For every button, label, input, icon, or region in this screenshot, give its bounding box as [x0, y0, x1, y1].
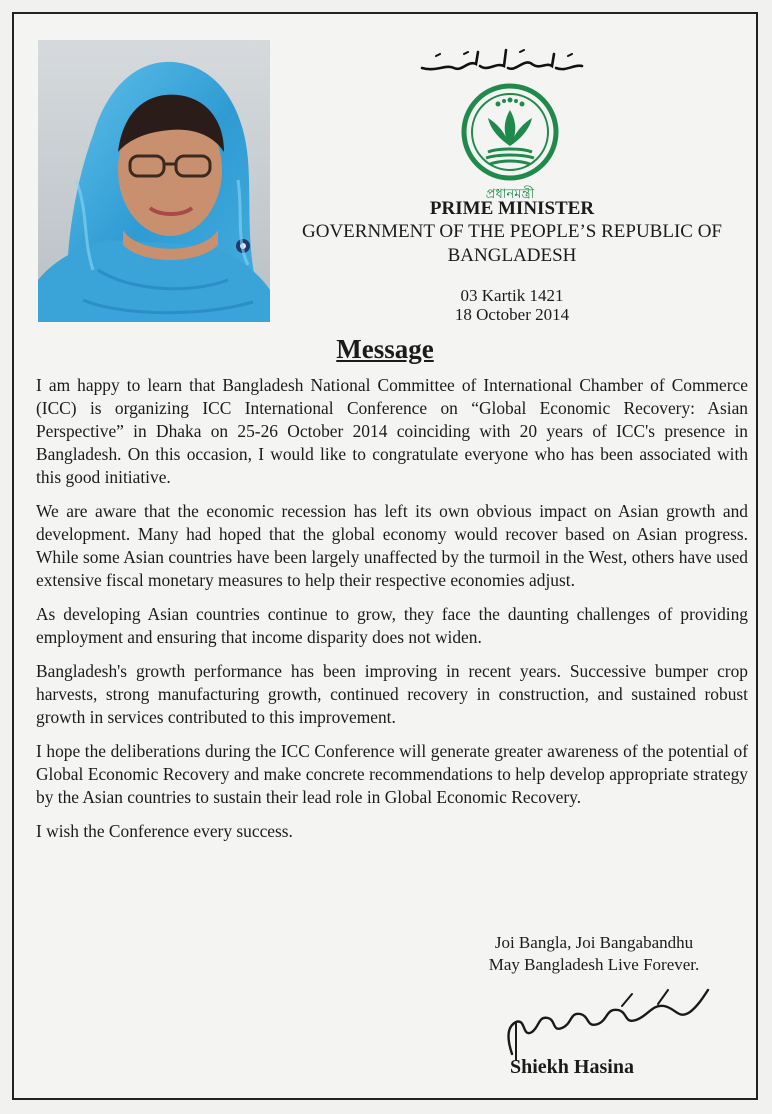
closing-line-2: May Bangladesh Live Forever.: [488, 955, 700, 974]
handwritten-signature: [482, 976, 712, 1066]
closing-line-1: Joi Bangla, Joi Bangabandhu: [494, 933, 694, 952]
message-paragraph: I wish the Conference every success.: [36, 821, 293, 841]
message-paragraph: As developing Asian countries continue to grow, they face the daunting challenges of providing employment and ensuring that income disparity does not widen.: [36, 604, 748, 647]
office-header: [272, 198, 752, 268]
message-paragraph: I hope the deliberations during the ICC Conference will generate greater awareness of the potential of Global Economic Recovery and make concrete recommendations to help develop appropriate strategy by the Asian countries to sustain their lead role in Global Economic Recovery.: [36, 741, 748, 807]
portrait-photo: [38, 40, 270, 322]
message-paragraph: We are aware that the economic recession has left its own obvious impact on Asian growth and development. Many had hoped that the global economy would recover based on Asian progress. While some Asian countries have been largely unaffected by the turmoil in the West, others have used extensive fiscal monetary measures to help their respective economies adjust.: [36, 501, 748, 590]
date-bengali: 03 Kartik 1421: [460, 286, 564, 305]
emblem-caption: প্রধানমন্ত্রী: [485, 187, 535, 202]
signer-name: Shiekh Hasina: [510, 1056, 634, 1078]
office-title: PRIME MINISTER: [429, 198, 595, 219]
message-body: [36, 374, 748, 854]
bismillah-calligraphy: [416, 42, 586, 78]
message-page: [12, 12, 758, 1100]
message-paragraph: Bangladesh's growth performance has been improving in recent years. Successive bumper crop harvests, strong manufacturing growth, continued recovery in construction, and sustained robust growth in services contributed to this improvement.: [36, 661, 748, 727]
message-heading: Message: [336, 334, 434, 364]
government-emblem: [458, 80, 562, 206]
date-gregorian: 18 October 2014: [454, 305, 570, 324]
closing-salutation: [454, 932, 734, 976]
message-dates: [272, 286, 752, 324]
government-name: GOVERNMENT OF THE PEOPLE’S REPUBLIC OF BANGLADESH: [302, 221, 722, 266]
bismillah-text: بسم الله الرحمن الرحيم: [496, 75, 506, 76]
message-paragraph: I am happy to learn that Bangladesh National Committee of International Chamber of Commerce (ICC) is organizing ICC International Conference on “Global Economic Recovery: Asian Perspective” in Dhaka on 25-26 October 2014 coinciding with 20 years of ICC's presence in Bangladesh. On this occasion, I would like to congratulate everyone who has been associated with this good initiative.: [36, 375, 748, 487]
signature-text: শেখ হাসিনা: [594, 1046, 600, 1047]
